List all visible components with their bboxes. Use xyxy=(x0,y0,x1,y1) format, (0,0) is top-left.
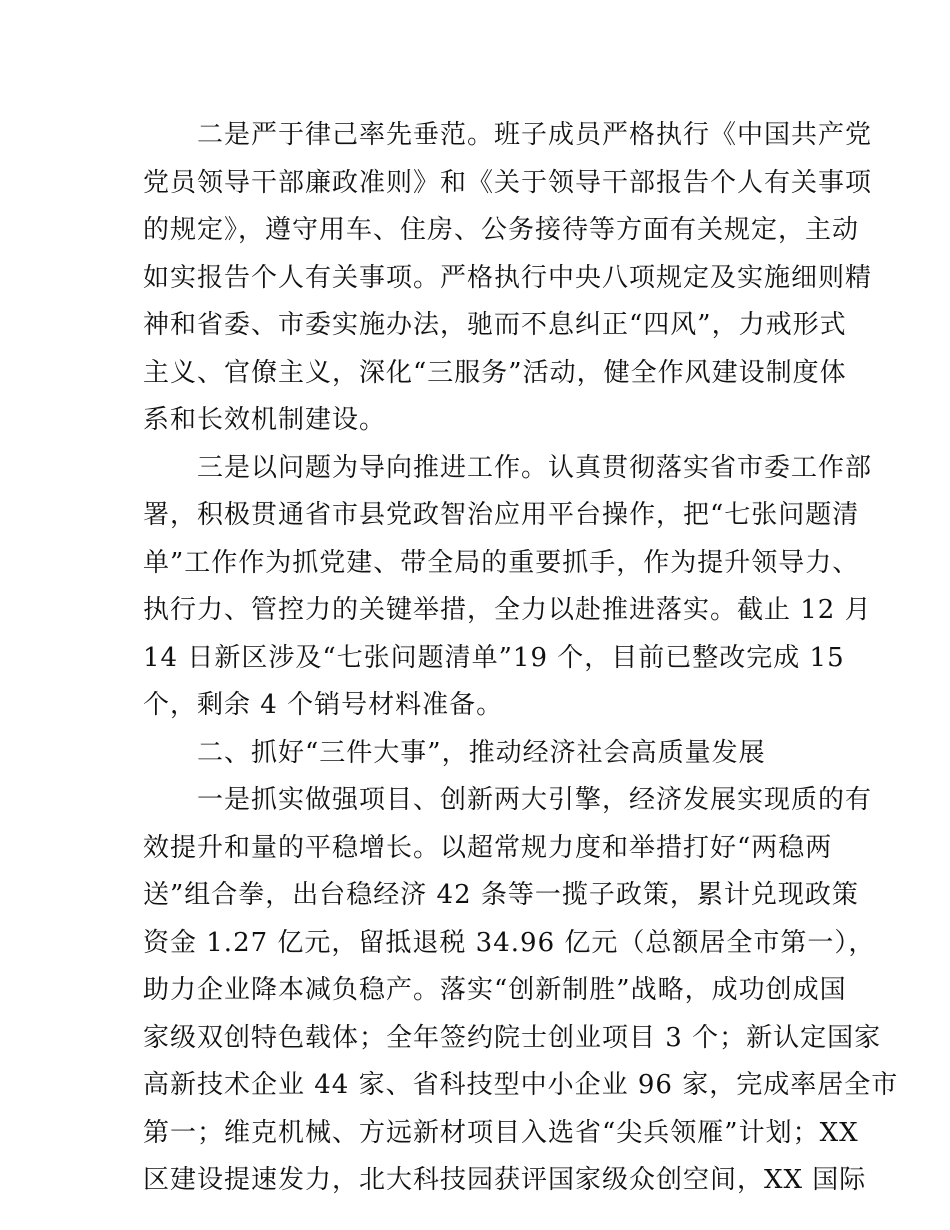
paragraph-discipline xyxy=(143,112,873,445)
text-line: 送”组合拳，出台稳经济 42 条等一揽子政策，累计兑现政策 xyxy=(143,880,859,910)
section-heading xyxy=(143,730,811,778)
text-line: 单”工作作为抓党建、带全局的重要抓手，作为提升领导力、 xyxy=(143,547,860,578)
text-line: 党员领导干部廉政准则》和《关于领导干部报告个人有关事项 xyxy=(143,167,873,198)
text-line: 高新技术企业 44 家、省科技型中小企业 96 家，完成率居全市 xyxy=(143,1070,899,1100)
text-line: 家级双创特色载体；全年签约院士创业项目 3 个；新认定国家 xyxy=(143,1022,882,1053)
text-line: 个，剩余 4 个销号材料准备。 xyxy=(143,690,504,720)
text-line: 14 日新区涉及“七张问题清单”19 个，目前已整改完成 15 xyxy=(143,642,845,673)
text-line: 执行力、管控力的关键举措，全力以赴推进落实。截止 12 月 xyxy=(143,595,872,625)
paragraph-problem-oriented xyxy=(143,445,873,730)
text-line: 三是以问题为导向推进工作。认真贯彻落实省市委工作部 xyxy=(197,452,873,483)
text-line: 神和省委、市委实施办法，驰而不息纠正“四风”，力戒形式 xyxy=(143,310,847,340)
text-line: 助力企业降本减负稳产。落实“创新制胜”战略，成功创成国 xyxy=(143,975,847,1005)
text-line: 二是严于律己率先垂范。班子成员严格执行《中国共产党 xyxy=(197,120,873,150)
text-line: 资金 1.27 亿元，留抵退税 34.96 亿元（总额居全市第一）， xyxy=(143,927,876,958)
heading-line: 二、抓好“三件大事”，推动经济社会高质量发展 xyxy=(197,737,766,768)
document-body xyxy=(143,112,899,1205)
text-line: 第一；维克机械、方远新材项目入选省“尖兵领雁”计划；XX xyxy=(143,1117,859,1148)
text-line: 一是抓实做强项目、创新两大引擎，经济发展实现质的有 xyxy=(197,785,873,815)
text-line: 署，积极贯通省市县党政智治应用平台操作，把“七张问题清 xyxy=(143,500,860,530)
text-line: 主义、官僚主义，深化“三服务”活动，健全作风建设制度体 xyxy=(143,357,847,388)
text-line: 如实报告个人有关事项。严格执行中央八项规定及实施细则精 xyxy=(143,262,873,293)
text-line: 的规定》，遵守用车、住房、公务接待等方面有关规定，主动 xyxy=(143,215,860,245)
text-line: 效提升和量的平稳增长。以超常规力度和举措打好“两稳两 xyxy=(143,832,833,863)
text-line: 系和长效机制建设。 xyxy=(143,405,387,435)
text-line: 区建设提速发力，北大科技园获评国家级众创空间，XX 国际 xyxy=(143,1165,867,1195)
paragraph-economy xyxy=(143,777,899,1205)
